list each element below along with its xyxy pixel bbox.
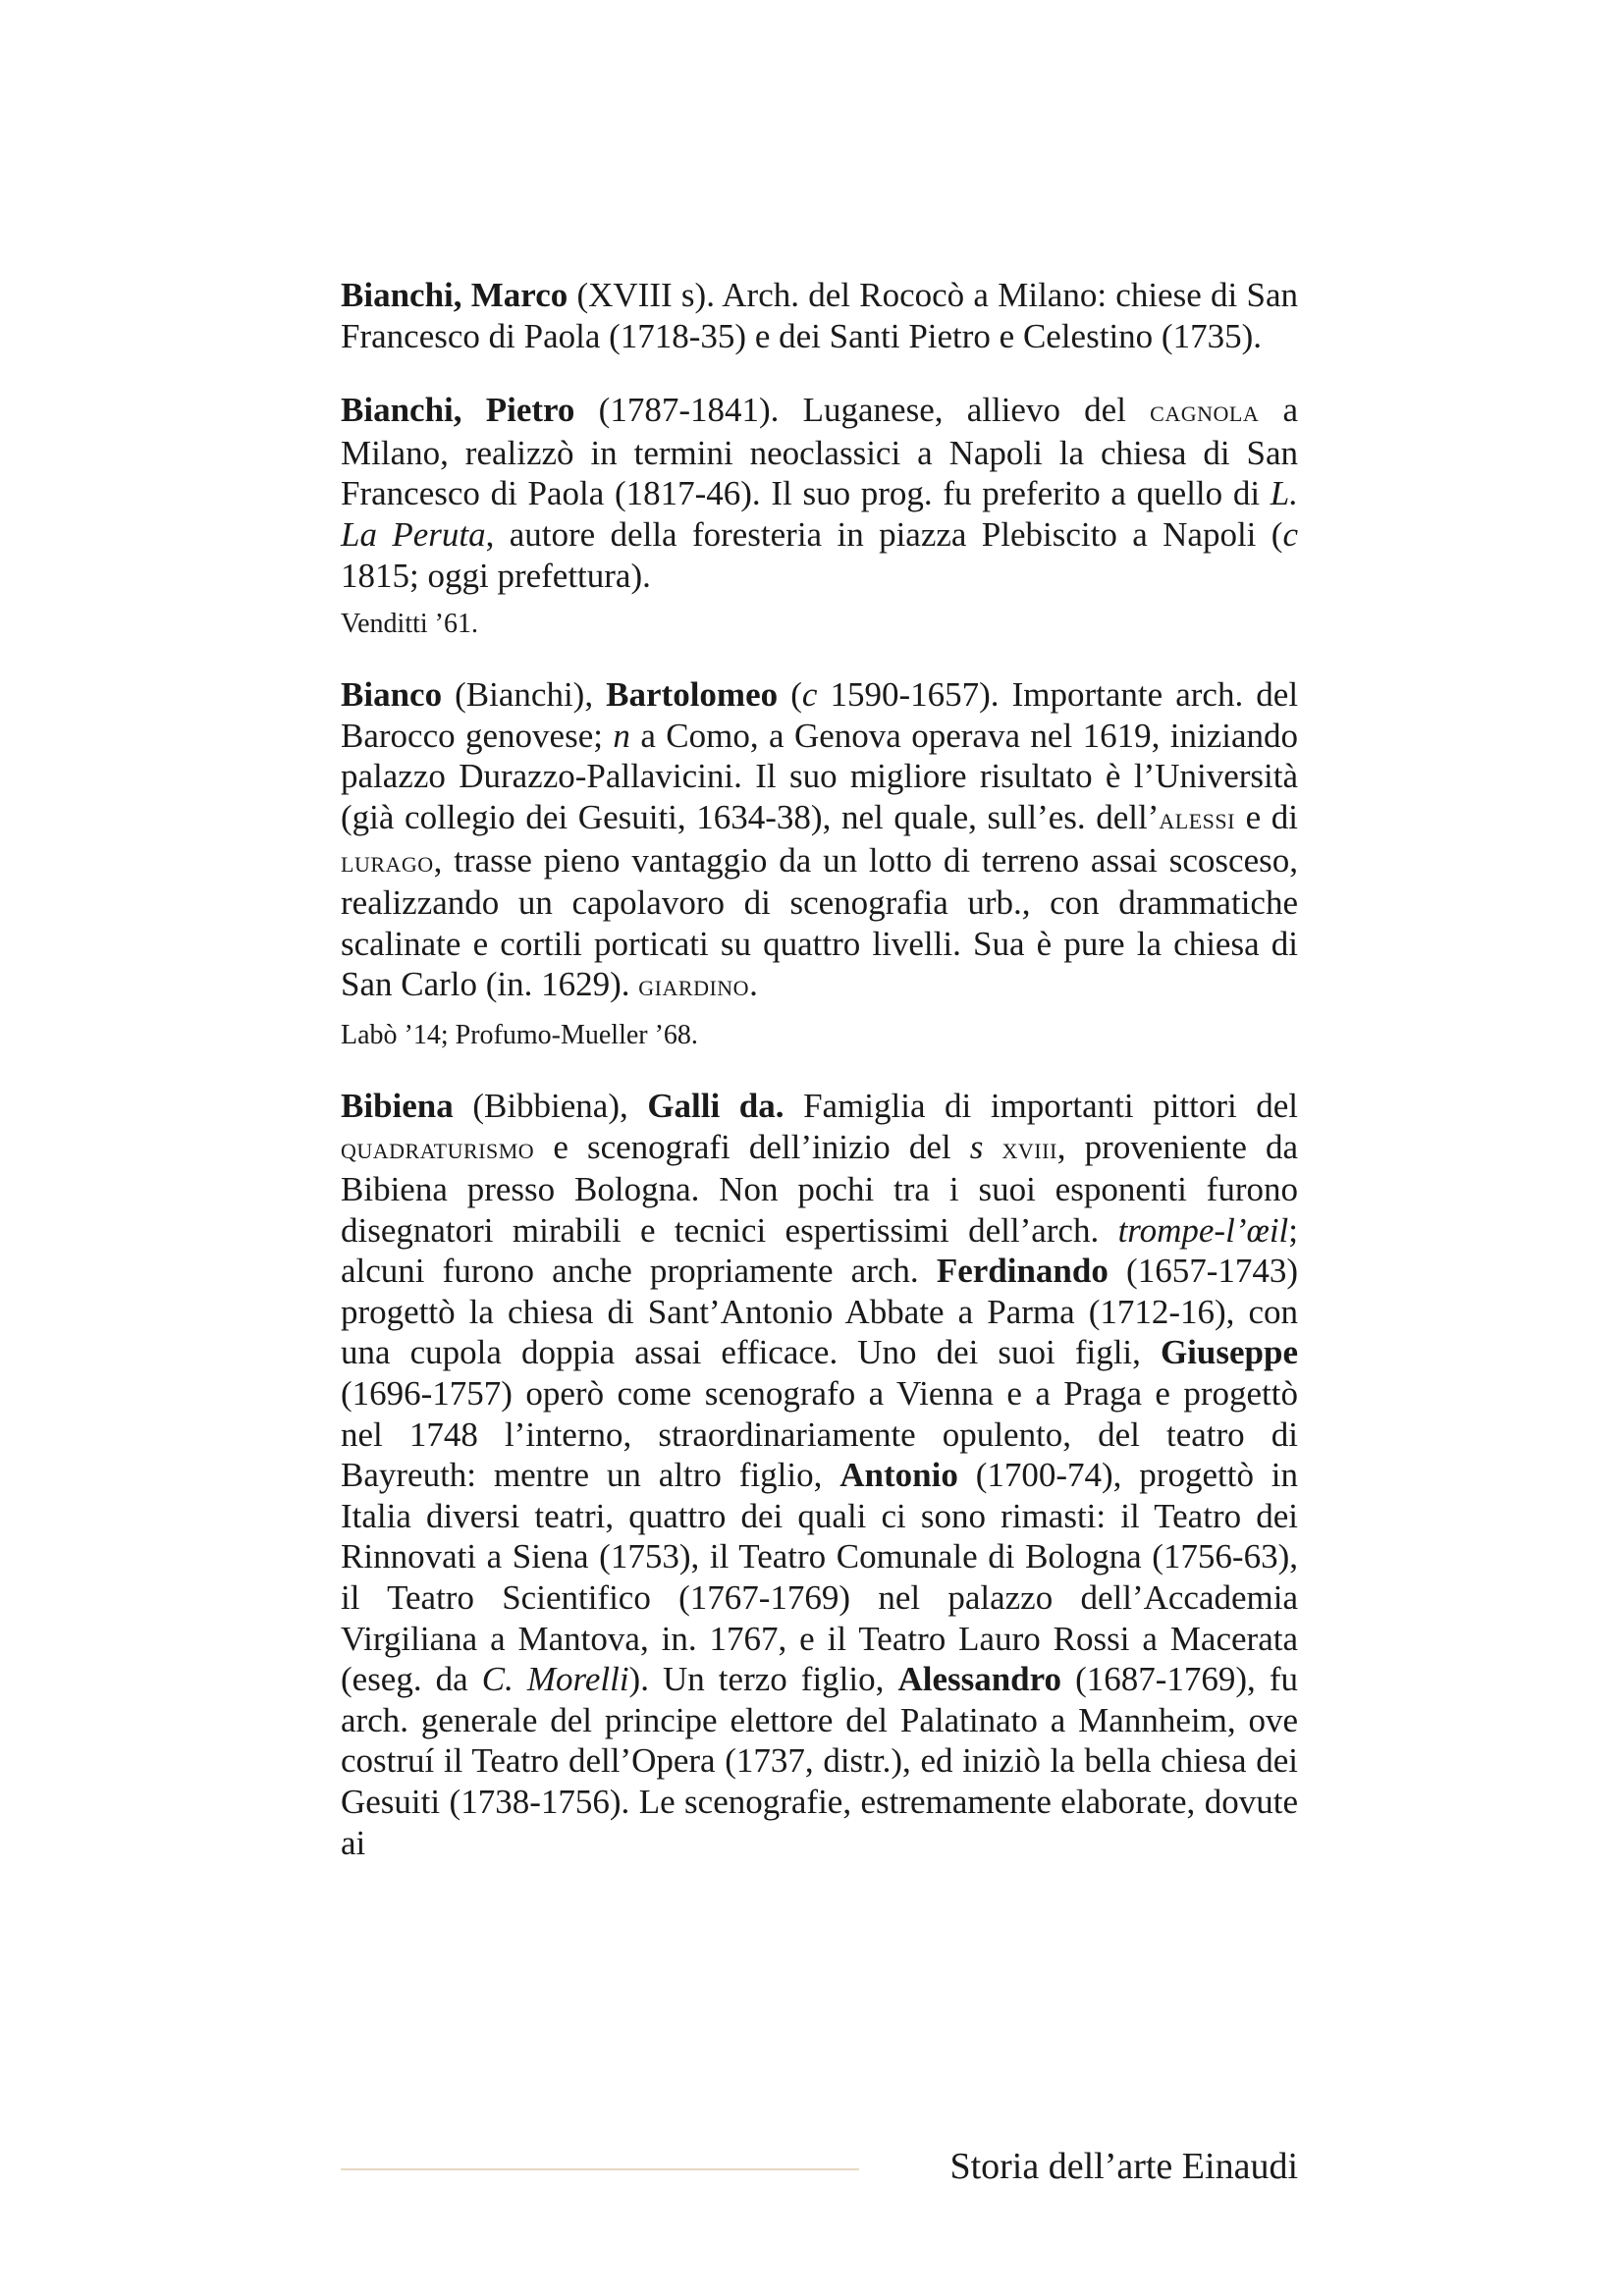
entry-text: (1687-1769), fu arch. generale del principe elettore del Palatinato a Mannheim, ove costruí il Teatro dell’Opera (1737, distr.), ed iniziò la bella chiesa dei Gesuiti (1738-1756). Le scenografie, estremamente elaborate, dovute ai [341, 1660, 1299, 1862]
cross-reference[interactable]: alessi [1159, 801, 1235, 835]
entry-text: , autore della foresteria in piazza Plebiscito a Napoli ( [485, 514, 1283, 554]
footer-title: Storia dell’arte Einaudi [949, 2146, 1298, 2187]
entry-text: a Como, a Genova operava nel 1619, iniziando palazzo Durazzo-Pallavicini. Il suo migliore risultato è l’Università (già collegio dei Gesuiti, 1634-38), nel quale, sull’es. dell’ [341, 716, 1299, 836]
entry-text: (1696-1757) operò come scenografo a Vienna e a Praga e progettò nel 1748 l’interno, straordinariamente opulento, del teatro di Bayreuth: mentre un altro figlio, [341, 1374, 1298, 1495]
entry-text: ( [790, 675, 802, 715]
family-member-name: Ferdinando [936, 1252, 1109, 1291]
entry-text: ; alcuni furono anche propriamente arch. [341, 1210, 1298, 1291]
entry-text: Importante arch. del Barocco genovese; [341, 675, 1299, 755]
bibliography-reference: Labò ’14; Profumo-Mueller ’68. [341, 1019, 698, 1050]
italic-term: trompe-l’œil [1117, 1210, 1289, 1250]
entry-dates: 1590-1657). [830, 675, 1000, 715]
entry-dates: (1787-1841). [598, 391, 780, 430]
entry-text: Famiglia di importanti pittori del [803, 1086, 1299, 1125]
entry-text: e di [1245, 797, 1299, 836]
cross-reference[interactable]: lurago [341, 844, 434, 879]
bibliography-reference: Venditti ’61. [341, 609, 478, 640]
entry-text: (1700-74), progettò in Italia diversi teatri, quattro dei quali ci sono rimasti: il Teatro dei Rinnovati a Siena (1753), il Teatro Comunale di Bologna (1756-63), il Teatro Scientifico (1767-1769) nel palazzo dell’Accademia Virgiliana a Mantova, in. 1767, e il Teatro Lauro Rossi a Macerata (eseg. da [341, 1456, 1299, 1699]
entry-bianchi-marco [341, 275, 1298, 356]
entry-given-name: Bartolomeo [606, 675, 779, 715]
entry-text: (1657-1743) progettò la chiesa di Sant’Antonio Abbate a Parma (1712-16), con una cupola doppia assai efficace. Uno dei suoi figli, [341, 1252, 1299, 1372]
family-member-name: Giuseppe [1160, 1333, 1298, 1372]
entry-alt-name: (Bibbiena), [472, 1086, 628, 1125]
family-member-name: Alessandro [897, 1660, 1062, 1699]
entry-headword: Bianchi, Marco [341, 276, 568, 314]
entry-text: Arch. del Rococò a Milano: chiese di San Francesco di Paola (1718-35) e dei Santi Pietro e Celestino (1735). [341, 276, 1298, 355]
entry-bianchi-pietro [341, 390, 1298, 596]
entry-bianco-bartolomeo [341, 674, 1298, 1007]
entry-text: Luganese, allievo del [802, 391, 1126, 430]
entry-alt-name: (Bianchi), [455, 675, 594, 715]
century-mark: s [969, 1127, 984, 1166]
entry-text: e scenografi dell’inizio del [553, 1127, 951, 1166]
born-mark: n [613, 716, 630, 755]
entry-bibiena [341, 1086, 1298, 1863]
entry-text: 1815; oggi prefettura). [341, 556, 651, 595]
entry-text: , trasse pieno vantaggio da un lotto di terreno assai scosceso, realizzando un capolavoro di scenografia urb., con drammatiche scalinate e cortili porticati su quattro livelli. Sua è pure la chiesa di San Carlo (in. 1629). [341, 840, 1298, 1004]
person-name: C. Morelli [481, 1660, 629, 1699]
entry-text: , proveniente da Bibiena presso Bologna. Non pochi tra i suoi esponenti furono disegnatori mirabili e tecnici espertissimi dell’arch. [341, 1127, 1299, 1250]
entry-text: . [749, 965, 758, 1004]
circa-mark: c [1282, 514, 1298, 554]
person-name: L. La Peruta [341, 474, 1298, 554]
circa-mark: c [801, 675, 818, 715]
family-member-name: Antonio [839, 1456, 958, 1495]
cross-reference[interactable]: giardino [638, 969, 750, 1003]
entry-headword: Bianchi, Pietro [341, 391, 575, 430]
dictionary-page [341, 275, 1298, 1863]
century-numeral: xviii [1001, 1131, 1057, 1165]
entry-dates: (XVIII s). [576, 276, 715, 314]
entry-text: a Milano, realizzò in termini neoclassici a Napoli la chiesa di San Francesco di Paola (1817-46). Il suo prog. fu preferito a quello di [341, 391, 1299, 513]
cross-reference[interactable]: cagnola [1150, 395, 1260, 429]
entry-text: ). Un terzo figlio, [628, 1660, 885, 1699]
entry-headword: Bibiena [341, 1086, 454, 1125]
entry-headword: Bianco [341, 675, 443, 715]
cross-reference[interactable]: quadraturismo [341, 1131, 535, 1165]
entry-given-name: Galli da. [647, 1086, 784, 1125]
footer-rule [341, 2168, 859, 2170]
